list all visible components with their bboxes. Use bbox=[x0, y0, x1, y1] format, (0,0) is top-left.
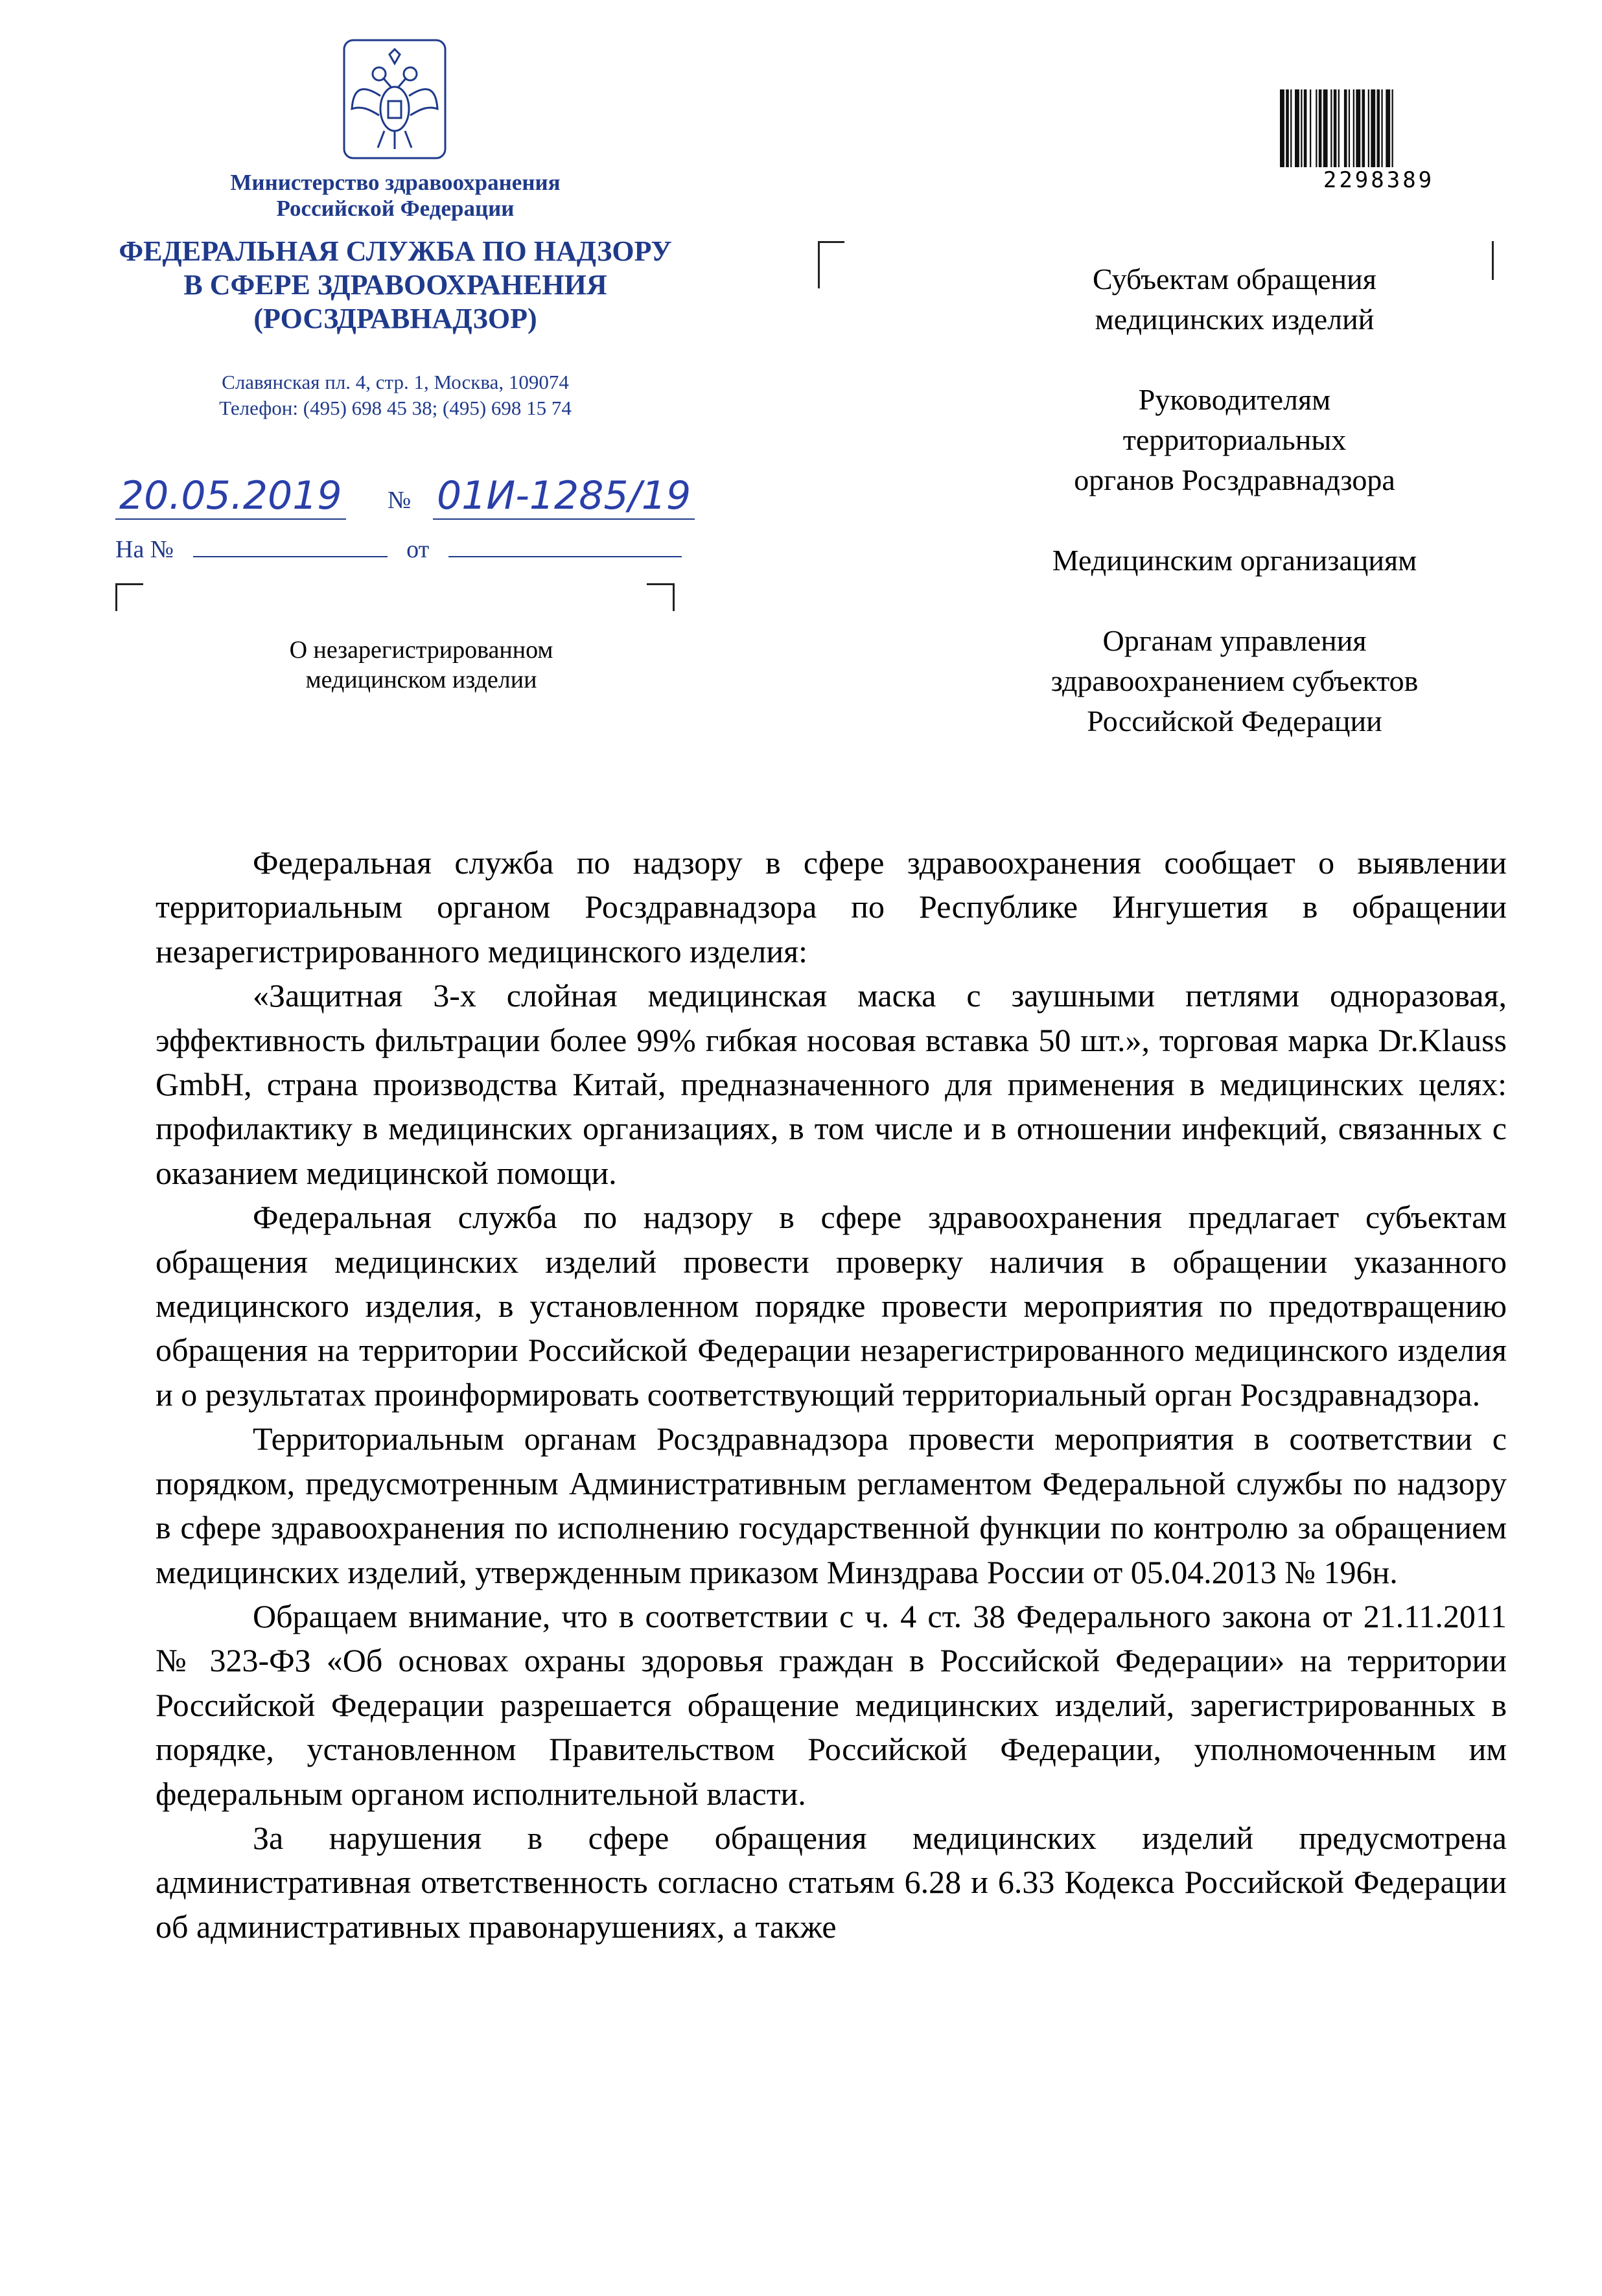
address-block bbox=[130, 369, 661, 421]
letter-body bbox=[156, 841, 1507, 1949]
barcode-bar bbox=[1304, 89, 1307, 167]
subject-corner-left bbox=[115, 583, 143, 611]
barcode-bar bbox=[1330, 89, 1332, 167]
barcode-bar bbox=[1349, 89, 1350, 167]
paragraph: Территориальным органам Росздравнадзора провести мероприятия в соответствии с порядком, предусмотренным Административным регламентом Федеральной службы по надзору в сфере здравоохранения по исполнению государственной функции по контролю за обращением медицинских изделий, утвержденным приказом Минздрава России от 05.04.2013 № 196н. bbox=[156, 1421, 1507, 1590]
paragraph: Федеральная служба по надзору в сфере здравоохранения сообщает о выявлении территориальным органом Росздравнадзора по Республике Ингушетия в обращении незарегистрированного медицинского изделия: bbox=[156, 844, 1507, 969]
recipient-3: Медицинским организациям bbox=[1052, 544, 1417, 577]
barcode-bar bbox=[1286, 89, 1289, 167]
barcode-number: 2298389 bbox=[1323, 167, 1435, 193]
subject-line1: О незарегистрированном bbox=[289, 636, 553, 664]
reply-number-blank bbox=[193, 534, 388, 557]
barcode-bar bbox=[1386, 89, 1390, 167]
ministry-name-line1: Министерство здравоохранения bbox=[230, 170, 561, 195]
phone-line: Телефон: (495) 698 45 38; (495) 698 15 74 bbox=[219, 397, 572, 419]
barcode-bar bbox=[1316, 89, 1317, 167]
registration-line bbox=[115, 473, 737, 525]
barcode-bar bbox=[1368, 89, 1369, 167]
barcode-bar bbox=[1353, 89, 1354, 167]
barcode-bar bbox=[1356, 89, 1360, 167]
subject-line2: медицинском изделии bbox=[305, 666, 537, 693]
subject-corner-right bbox=[647, 583, 675, 611]
barcode-bar bbox=[1381, 89, 1382, 167]
paragraph: Федеральная служба по надзору в сфере здравоохранения предлагает субъектам обращения медицинских изделий провести проверку наличия в обращении указанного медицинского изделия, в установленном порядке провести мероприятия по предотвращению обращения на территории Российской Федерации незарегистрированного медицинского изделия и о результатах проинформировать соответствующий территориальный орган Росздравнадзора. bbox=[156, 1199, 1507, 1413]
barcode-bar bbox=[1319, 89, 1322, 167]
service-name bbox=[91, 235, 700, 336]
recipient-corner-left bbox=[818, 241, 844, 288]
barcode-bar bbox=[1310, 89, 1311, 167]
barcode-bar bbox=[1295, 89, 1299, 167]
barcode-bar bbox=[1338, 89, 1340, 167]
reply-date-blank bbox=[448, 534, 682, 557]
service-name-line2: В СФЕРЕ ЗДРАВООХРАНЕНИЯ bbox=[183, 269, 607, 301]
recipient-2: Руководителям территориальных органов Росздравнадзора bbox=[1074, 383, 1395, 496]
paragraph: «Защитная 3-х слойная медицинская маска с заушными петлями одноразовая, эффективность фильтрации более 99% гибкая носовая вставка 50 шт.», торговая марка Dr.Klauss GmbH, страна производства Китай, предназначенного для применения в медицинских целях: профилактику в медицинских организациях, в том числе и в отношении инфекций, связанных с оказанием медицинской помощи. bbox=[156, 977, 1507, 1191]
barcode-bar bbox=[1371, 89, 1375, 167]
registration-number: 01И-1285/19 bbox=[433, 473, 695, 520]
recipients-block bbox=[959, 259, 1510, 782]
service-name-line1: ФЕДЕРАЛЬНАЯ СЛУЖБА ПО НАДЗОРУ bbox=[119, 235, 672, 267]
address-line: Славянская пл. 4, стр. 1, Москва, 109074 bbox=[222, 371, 569, 393]
paragraph: За нарушения в сфере обращения медицинских изделий предусмотрена административная ответственность согласно статьям 6.28 и 6.33 Кодекса Российской Федерации об административных правонарушениях, а также bbox=[156, 1819, 1507, 1945]
barcode-bar bbox=[1323, 89, 1328, 167]
recipient-1: Субъектам обращения медицинских изделий bbox=[1093, 262, 1376, 336]
ministry-name-line2: Российской Федерации bbox=[276, 196, 515, 221]
barcode-bar bbox=[1362, 89, 1365, 167]
barcode-bar bbox=[1290, 89, 1292, 167]
ministry-name bbox=[117, 170, 674, 222]
service-name-line3: (РОСЗДРАВНАДЗОР) bbox=[253, 303, 537, 334]
barcode-bar bbox=[1334, 89, 1337, 167]
recipient-4: Органам управления здравоохранением субъектов Российской Федерации bbox=[1051, 624, 1419, 737]
subject-block bbox=[220, 635, 622, 695]
from-label: от bbox=[406, 536, 430, 563]
barcode-bar bbox=[1301, 89, 1302, 167]
coat-of-arms-emblem bbox=[342, 38, 448, 161]
number-label: № bbox=[388, 487, 412, 514]
reply-label: На № bbox=[115, 536, 174, 563]
paragraph: Обращаем внимание, что в соответствии с ч. 4 ст. 38 Федерального закона от 21.11.2011 № 323-ФЗ «Об основах охраны здоровья граждан в Российской Федерации» на территории Российской Федерации разрешается обращение медицинских изделий, зарегистрированных в порядке, установленном Правительством Российской Федерации, уполномоченным им федеральным органом исполнительной власти. bbox=[156, 1597, 1507, 1812]
barcode-bar bbox=[1377, 89, 1380, 167]
barcode-bar bbox=[1280, 89, 1284, 167]
reply-reference-line bbox=[115, 534, 682, 564]
barcode-bar bbox=[1392, 89, 1393, 167]
barcode bbox=[1280, 89, 1478, 167]
registration-date: 20.05.2019 bbox=[115, 473, 346, 520]
barcode-bar bbox=[1344, 89, 1347, 167]
